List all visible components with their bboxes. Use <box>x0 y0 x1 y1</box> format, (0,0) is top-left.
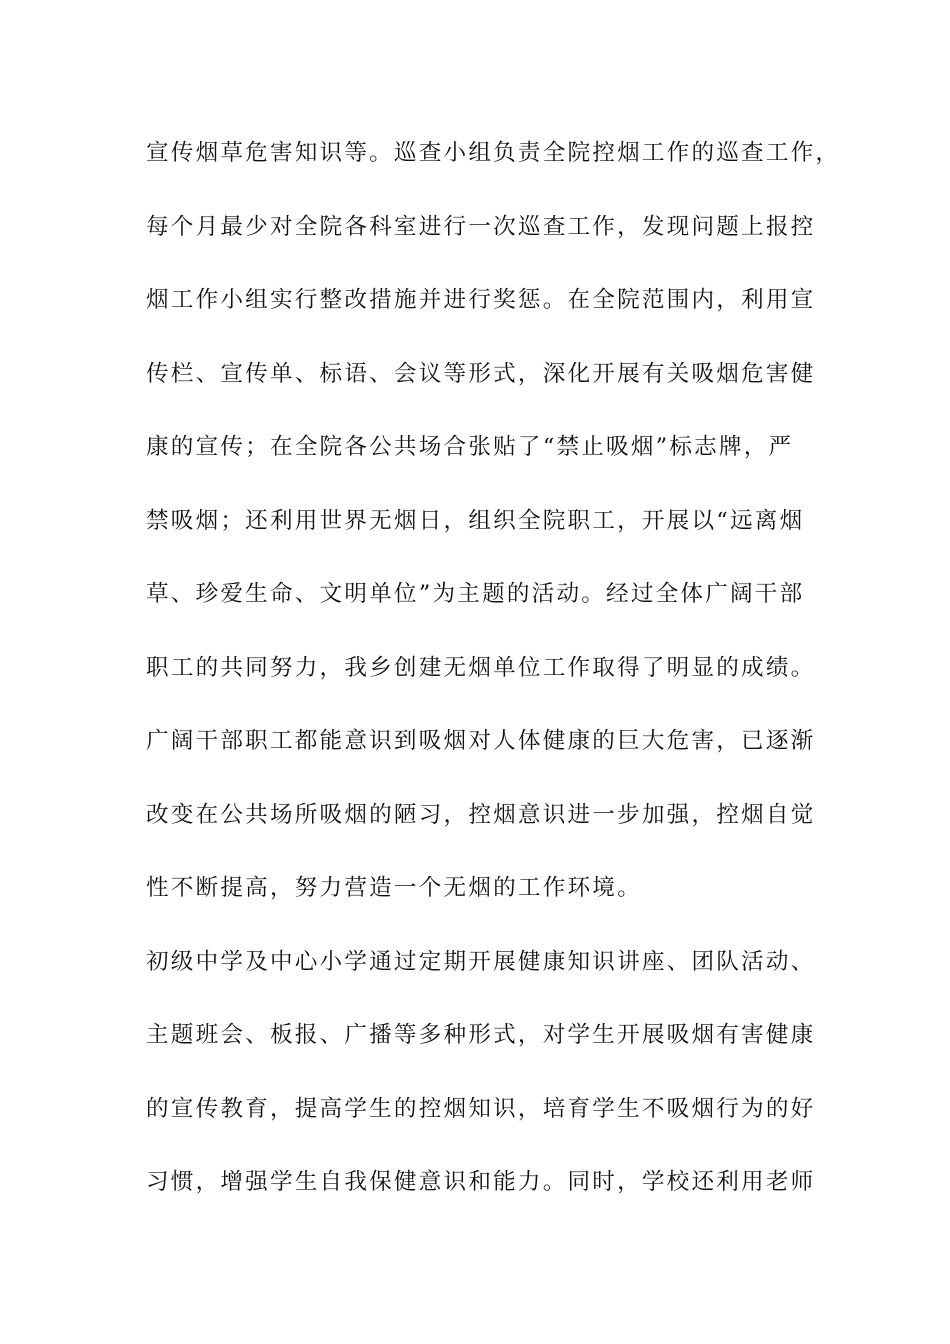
text-line: 习惯，增强学生自我保健意识和能力。同时，学校还利用老师 <box>146 1169 816 1195</box>
text-line: 宣传烟草危害知识等。巡查小组负责全院控烟工作的巡查工作， <box>146 140 841 166</box>
text-line: 烟工作小组实行整改措施并进行奖惩。在全院范围内，利用宣 <box>146 287 816 313</box>
text-line: 禁吸烟；还利用世界无烟日，组织全院职工，开展以“远离烟 <box>146 507 805 534</box>
text-line: 每个月最少对全院各科室进行一次巡查工作，发现问题上报控 <box>146 213 816 240</box>
text-line: 草、珍爱生命、文明单位”为主题的活动。经过全体广阔干部 <box>146 581 805 607</box>
text-line: 性不断提高，努力营造一个无烟的工作环境。 <box>146 875 642 901</box>
text-line: 广阔干部职工都能意识到吸烟对人体健康的巨大危害，已逐渐 <box>146 728 816 754</box>
text-line: 主题班会、板报、广播等多种形式，对学生开展吸烟有害健康 <box>146 1022 816 1048</box>
text-line: 的宣传教育，提高学生的控烟知识，培育学生不吸烟行为的好 <box>146 1095 816 1122</box>
text-line: 传栏、宣传单、标语、会议等形式，深化开展有关吸烟危害健 <box>146 360 816 387</box>
text-line: 康的宣传；在全院各公共场合张贴了“禁止吸烟”标志牌，严 <box>146 434 794 460</box>
text-line: 初级中学及中心小学通过定期开展健康知识讲座、团队活动、 <box>146 948 816 975</box>
text-line: 改变在公共场所吸烟的陋习，控烟意识进一步加强，控烟自觉 <box>146 801 816 828</box>
text-line: 职工的共同努力，我乡创建无烟单位工作取得了明显的成绩。 <box>146 654 816 681</box>
body-text <box>146 128 841 1231</box>
